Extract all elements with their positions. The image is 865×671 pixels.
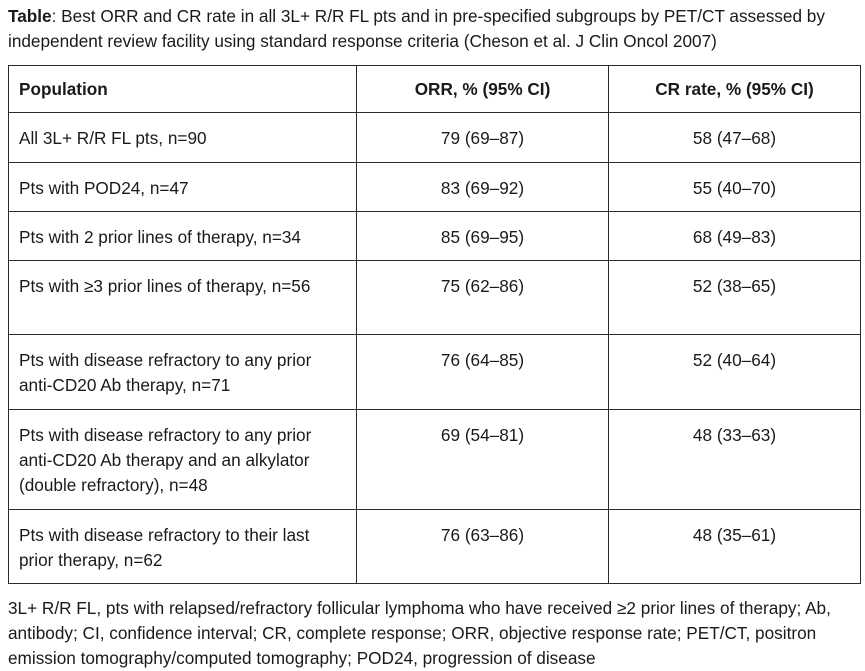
table-row (9, 113, 861, 163)
population-cell: Pts with POD24, n=47 (9, 163, 357, 212)
table-row (9, 410, 861, 510)
population-cell: Pts with ≥3 prior lines of therapy, n=56 (9, 261, 357, 335)
orr-cell: 85 (69–95) (357, 212, 609, 261)
table-row (9, 335, 861, 410)
orr-cell: 69 (54–81) (357, 410, 609, 510)
header-orr: ORR, % (95% CI) (357, 66, 609, 113)
orr-cell: 76 (63–86) (357, 510, 609, 584)
cr-rate-cell: 48 (33–63) (609, 410, 861, 510)
cr-rate-cell: 52 (40–64) (609, 335, 861, 410)
population-cell: Pts with disease refractory to their last prior therapy, n=62 (9, 510, 357, 584)
cr-rate-cell: 68 (49–83) (609, 212, 861, 261)
population-cell: All 3L+ R/R FL pts, n=90 (9, 113, 357, 163)
population-cell: Pts with disease refractory to any prior anti-CD20 Ab therapy and an alkylator (double refractory), n=48 (9, 410, 357, 510)
orr-cell: 75 (62–86) (357, 261, 609, 335)
population-cell: Pts with 2 prior lines of therapy, n=34 (9, 212, 357, 261)
table-row (9, 261, 861, 335)
caption-text: : Best ORR and CR rate in all 3L+ R/R FL pts and in pre-specified subgroups by PET/CT assessed by independent review facility using standard response criteria (Cheson et al. J Clin Oncol 2007) (8, 6, 825, 51)
table-caption (8, 4, 860, 54)
header-population: Population (9, 66, 357, 113)
table-row (9, 212, 861, 261)
table-header-row (9, 66, 861, 113)
table-footnote: 3L+ R/R FL, pts with relapsed/refractory follicular lymphoma who have received ≥2 prior lines of therapy; Ab, antibody; CI, confidence interval; CR, complete response; ORR, objective response rate; PET/CT, positron emission tomography/computed tomography; POD24, progression of disease (8, 598, 831, 668)
table-row (9, 510, 861, 584)
results-table (8, 65, 861, 584)
orr-cell: 83 (69–92) (357, 163, 609, 212)
table-row (9, 163, 861, 212)
header-cr-rate: CR rate, % (95% CI) (609, 66, 861, 113)
cr-rate-cell: 55 (40–70) (609, 163, 861, 212)
cr-rate-cell: 52 (38–65) (609, 261, 861, 335)
cr-rate-cell: 58 (47–68) (609, 113, 861, 163)
caption-label: Table (8, 6, 52, 26)
orr-cell: 79 (69–87) (357, 113, 609, 163)
population-cell: Pts with disease refractory to any prior anti-CD20 Ab therapy, n=71 (9, 335, 357, 410)
orr-cell: 76 (64–85) (357, 335, 609, 410)
cr-rate-cell: 48 (35–61) (609, 510, 861, 584)
